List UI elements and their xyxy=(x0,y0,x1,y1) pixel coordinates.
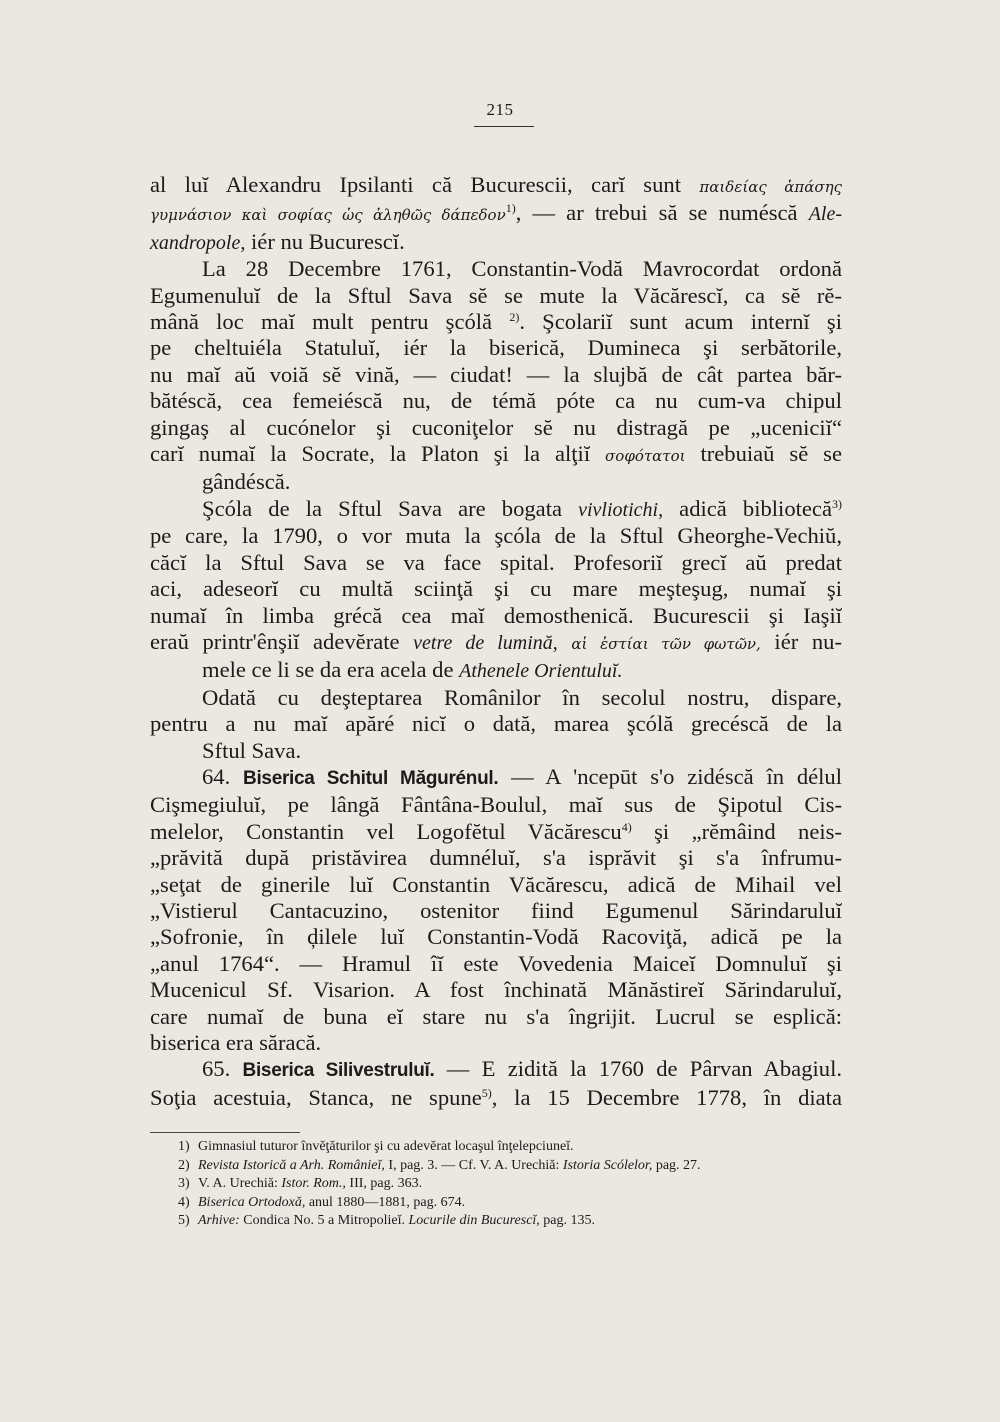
text-run: adică bibliotecă xyxy=(663,495,832,521)
footnote-title: Locurile din Bucurescĭ, xyxy=(408,1213,540,1229)
text-run: La 28 Decembre 1761, Constantin-Vodă Mavrocordat ordonă xyxy=(202,256,842,282)
footnote-title: Biserica Ortodoxă, xyxy=(198,1194,306,1210)
footnote-title: Istoria Scólelor, xyxy=(562,1157,653,1173)
footnote xyxy=(178,1175,848,1194)
greek-quote: σοφότατοι xyxy=(605,447,686,466)
text-run: , — ar trebui să se numéscă xyxy=(515,200,809,226)
italic-term: Ale- xyxy=(808,203,842,226)
text-run: pe care, la 1790, o vor muta la şcóla de la Sftul Gheorghe-Vechiŭ, xyxy=(150,523,842,549)
text-run: numaĭ în limba grécă cea maĭ demosthenică. Bucurescii şi Iaşiĭ xyxy=(150,602,842,628)
text-run: biserica era săracă. xyxy=(150,1030,322,1055)
greek-quote: αἱ ἑστίαι τῶν φωτῶν, xyxy=(571,634,761,653)
text-run: care numaĭ de buna eĭ stare nu s'a îngrijit. Lucrul se esplică: xyxy=(150,1003,842,1029)
text-line xyxy=(150,738,842,764)
text-run: Odată cu deşteptarea Românilor în secolul nostru, dispare, xyxy=(202,684,842,710)
body-text xyxy=(150,172,842,1111)
text-run: Sftul Sava. xyxy=(202,737,302,763)
text-run: „prăvită după pristăvirea dumnéluĭ, s'a isprăvit şi s'a înfrumu- xyxy=(150,845,842,871)
footnote-text: pag. 135. xyxy=(539,1213,596,1229)
text-line xyxy=(150,977,842,1003)
text-line xyxy=(150,657,842,684)
text-line xyxy=(150,172,842,200)
footnote-number: 3) xyxy=(178,1176,190,1192)
text-line xyxy=(150,764,842,792)
text-line xyxy=(150,1030,842,1056)
text-run: , la 15 Decembre 1778, în diata xyxy=(491,1084,842,1110)
text-line xyxy=(150,898,842,924)
section-heading: Biserica Silivestruluĭ. xyxy=(242,1060,435,1082)
text-run: Şcóla de la Sftul Sava are bogata xyxy=(202,495,579,521)
text-line xyxy=(150,924,842,950)
text-run: Mucenicul Sf. Visarion. A fost închinată Mănăstireĭ Sărindaruluĭ, xyxy=(150,977,842,1003)
text-line xyxy=(150,362,842,388)
text-run: iér nu Bucurescĭ. xyxy=(245,228,405,254)
text-line xyxy=(150,685,842,711)
text-run: „Sofronie, în ḑilele luĭ Constantin-Vodă Racoviţă, adică pe la xyxy=(150,924,842,950)
text-line xyxy=(150,256,842,282)
footnote-text: anul 1880—1881, pag. 674. xyxy=(305,1194,466,1210)
text-line xyxy=(150,845,842,871)
italic-term: vetre de lumină, xyxy=(413,631,558,654)
footnote-number: 5) xyxy=(178,1213,190,1229)
text-line xyxy=(150,441,842,469)
text-run: carĭ numaĭ la Socrate, la Platon şi la alţiĭ xyxy=(150,441,606,467)
footnote-ref: 5) xyxy=(481,1085,492,1100)
footnote-text: I, pag. 3. — Cf. V. A. Urechiă: xyxy=(384,1157,563,1173)
footnote xyxy=(178,1138,848,1157)
text-run: . Şcolariĭ sunt acum internĭ şi xyxy=(519,309,842,335)
footnote-ref: 1) xyxy=(505,201,516,216)
footnote-title: Revista Istorică a Arh. Românieĭ, xyxy=(198,1157,385,1173)
text-line xyxy=(150,309,842,335)
footnote-text: Condica No. 5 a Mitropolieĭ. xyxy=(239,1213,409,1229)
footnote-ref: 2) xyxy=(509,310,520,325)
footnote-separator xyxy=(150,1132,300,1133)
italic-term: xandropole, xyxy=(150,231,246,254)
footnote-title: Arhive: xyxy=(198,1213,240,1229)
text-run: „seţat de ginerile luĭ Constantin Văcărescu, adică de Mihail vel xyxy=(150,871,842,897)
text-line xyxy=(150,229,842,256)
text-run: nu maĭ aŭ voiă sĕ vină, — ciudat! — la slujbă de cât partea băr- xyxy=(150,361,842,387)
text-line xyxy=(150,415,842,441)
text-line xyxy=(150,496,842,523)
text-run: pentru a nu maĭ apăré nicĭ o dată, marea şcólă grecéscă de la xyxy=(150,711,842,737)
text-run: „anul 1764“. — Hramul îĭ este Vovedenia Maiceĭ Domnuluĭ şi xyxy=(150,950,842,976)
text-run: trebuiaŭ sĕ se xyxy=(685,441,842,467)
text-line xyxy=(150,469,842,495)
text-line xyxy=(150,335,842,361)
text-run: mele ce li se da era acela de xyxy=(202,657,460,683)
text-line xyxy=(150,629,842,657)
text-run: mână loc maĭ mult pentru şcólă xyxy=(150,309,510,335)
text-line xyxy=(150,1004,842,1030)
text-run: Soţia acestuia, Stanca, ne spune xyxy=(150,1084,482,1110)
footnote xyxy=(178,1194,848,1213)
footnotes xyxy=(178,1138,848,1231)
text-line xyxy=(150,1085,842,1111)
text-line xyxy=(150,550,842,576)
text-line xyxy=(150,576,842,602)
text-run: căcĭ la Sftul Sava se va face spital. Profesoriĭ grecĭ aŭ predat xyxy=(150,549,842,575)
text-line xyxy=(150,1056,842,1084)
text-line xyxy=(150,792,842,818)
footnote-text: III, pag. 363. xyxy=(345,1176,423,1192)
footnote xyxy=(178,1212,848,1231)
text-line xyxy=(150,819,842,845)
text-run: 65. xyxy=(202,1056,243,1082)
footnote-title: Istor. Rom., xyxy=(281,1176,346,1192)
footnote-text: V. A. Urechiă: xyxy=(198,1176,282,1192)
text-run: eraŭ printr'ênşiĭ adevĕrate xyxy=(150,628,414,654)
text-run: pe cheltuiéla Statuluĭ, iér la biserică, Dumineca şi serbătorile, xyxy=(150,335,842,361)
footnote-number: 4) xyxy=(178,1194,190,1210)
text-line xyxy=(150,603,842,629)
greek-quote: γυμνάσιον καὶ σοφίας ὡς ἀληθῶς δάπεδον xyxy=(150,206,506,225)
text-run: „Vistierul Cantacuzino, ostenitor fiind Egumenul Sărindaruluĭ xyxy=(150,897,842,923)
text-run: — E zidită la 1760 de Pârvan Abagiul. xyxy=(434,1056,842,1082)
footnote-ref: 3) xyxy=(832,496,842,511)
text-line xyxy=(150,711,842,737)
text-line xyxy=(150,388,842,414)
footnote-text: Gimnasiul tuturor învĕţăturilor şi cu adevĕrat locaşul înţelepciuneĭ. xyxy=(198,1139,574,1154)
footnote-ref: 4) xyxy=(621,819,632,834)
text-line xyxy=(150,951,842,977)
footnote-text: pag. 27. xyxy=(652,1157,701,1173)
text-line xyxy=(150,523,842,549)
text-line xyxy=(150,200,842,228)
text-run: iér nu- xyxy=(760,628,842,654)
page-number: 215 xyxy=(486,100,514,119)
text-run: aci, adeseorĭ cu multă sciinţă şi cu mare meşteşug, numaĭ şi xyxy=(150,576,842,602)
text-run: melelor, Constantin vel Logofĕtul Văcărescu xyxy=(150,818,622,844)
text-run: şi „rĕmâind neis- xyxy=(631,818,842,844)
page-number-rule xyxy=(474,126,534,127)
footnote-number: 2) xyxy=(178,1157,190,1173)
text-line xyxy=(150,283,842,309)
italic-term: Athenele Orientuluĭ. xyxy=(459,660,623,683)
text-run: Cişmegiuluĭ, pe lângă Fântâna-Boulul, maĭ sus de Şipotul Cis- xyxy=(150,792,842,818)
text-run: Egumenuluĭ de la Sftul Sava sĕ se mute la Văcărescĭ, ca sĕ rĕ- xyxy=(150,282,842,308)
text-run: gingaş al cucónelor şi cuconiţelor sĕ nu distragă pe „uceniciĭ“ xyxy=(150,414,842,440)
text-run: bătéscă, cea femeiéscă nu, de témă póte ca nu cum-va chipul xyxy=(150,388,842,414)
section-heading: Biserica Schitul Măgurénul. xyxy=(243,767,499,789)
text-run: 64. xyxy=(202,763,244,789)
footnote xyxy=(178,1157,848,1176)
italic-term: vivliotichi, xyxy=(578,498,664,521)
greek-quote: παιδείας ἁπάσης xyxy=(699,178,842,196)
text-run: al luĭ Alexandru Ipsilanti că Bucurescii, carĭ sunt xyxy=(150,172,700,197)
text-run xyxy=(558,629,572,654)
footnote-number: 1) xyxy=(178,1139,190,1154)
text-run: gândéscă. xyxy=(202,469,291,495)
text-line xyxy=(150,872,842,898)
text-run: — A 'ncepūt s'o zidéscă în délul xyxy=(498,763,842,789)
